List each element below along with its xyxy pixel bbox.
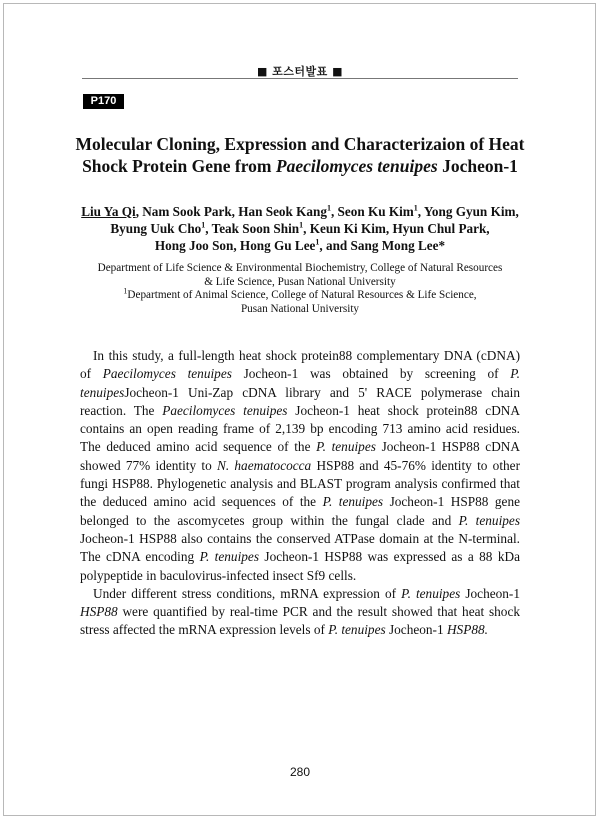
first-author: Liu Ya Qi: [81, 204, 136, 219]
abstract-text: Jocheon-1 was obtained by screening of: [231, 366, 511, 382]
author-text: , Nam Sook Park, Han Seok Kang: [135, 204, 327, 219]
abstract-text: In this study, a full-length heat shock protein88 complementary DNA (cDNA) of: [80, 348, 520, 382]
abstract-body: [80, 347, 520, 640]
italic-term: P. tenuipes: [322, 494, 384, 510]
section-header: ■ 포스터발표 ■: [256, 65, 344, 78]
affiliation-line: Pusan National University: [240, 302, 360, 315]
abstract-paragraph-2: [80, 585, 520, 640]
affiliation-mark: 1: [326, 203, 331, 213]
italic-term: P. tenuipes: [316, 439, 376, 455]
title-species-name: Paecilomyces tenuipes: [275, 156, 438, 176]
author-text: , and Sang Mong Lee*: [319, 238, 446, 253]
affiliation-line: Department of Life Science & Environmental Biochemistry, College of Natural Resources: [97, 262, 503, 274]
abstract-text: Jocheon-1 HSP88 gene belonged to the ascomycetes group within the fungal clade and: [80, 494, 520, 528]
abstract-text: Under different stress conditions, mRNA expression of: [93, 585, 402, 601]
abstract-text: Jocheon-1: [460, 585, 520, 601]
page-number: 280: [289, 765, 311, 779]
poster-code-badge: P170: [83, 94, 124, 109]
italic-term: HSP88.: [446, 622, 488, 638]
abstract-text: Jocheon-1 HSP88 was expressed as a 88 kDa polypeptide in baculovirus-infected insect Sf9 cells.: [80, 549, 520, 583]
affiliation-line: Department of Animal Science, College of Natural Resources & Life Science,: [127, 289, 477, 301]
abstract-text: Jocheon-1 HSP88 cDNA showed 77% identity to: [80, 439, 520, 473]
title-line-2-prefix: Shock Protein Gene from: [82, 156, 276, 176]
italic-term: P. tenuipes: [199, 549, 259, 565]
italic-term: HSP88: [80, 604, 118, 620]
affiliation-mark: 1: [315, 237, 320, 247]
author-text: Hong Joo Son, Hong Gu Lee: [154, 238, 316, 253]
affiliations: [60, 262, 540, 316]
abstract-text: HSP88 and 45-76% identity to other fungi HSP88. Phylogenetic analysis and BLAST program analysis confirmed that the deduced amino acid sequences of the: [80, 457, 520, 510]
author-text: , Teak Soon Shin: [205, 221, 300, 236]
abstract-text: Jocheon-1 Uni-Zap cDNA library and 5' RACE polymerase chain reaction. The: [80, 384, 520, 418]
paper-title: [60, 133, 540, 177]
author-text: , Keun Ki Kim, Hyun Chul Park,: [303, 221, 490, 236]
abstract-text: Jocheon-1 heat shock protein88 cDNA contains an open reading frame of 2,139 bp encoding 713 amino acid residues. The deduced amino acid sequence of the: [80, 402, 521, 455]
italic-term: Paecilomyces tenuipes: [102, 366, 232, 382]
author-text: , Yong Gyun Kim,: [417, 204, 519, 219]
affiliation-mark: 1: [201, 220, 206, 230]
title-line-1: Molecular Cloning, Expression and Characterizaion of Heat: [75, 134, 525, 154]
italic-term: P. tenuipes: [328, 622, 386, 638]
italic-term: P. tenuipes: [401, 585, 461, 601]
abstract-text: Jocheon-1 HSP88 also contains the conserved ATPase domain at the N-terminal. The cDNA encoding: [80, 530, 520, 565]
italic-term: P. tenuipes: [80, 366, 520, 400]
affiliation-mark: 1: [299, 220, 304, 230]
italic-term: N. haematococca: [216, 457, 312, 473]
abstract-paragraph-1: [80, 347, 520, 585]
abstract-text: Jocheon-1: [385, 622, 447, 638]
header-divider: [82, 78, 518, 79]
title-line-2-suffix: Jocheon-1: [437, 156, 518, 176]
author-text: Byung Uuk Cho: [110, 221, 202, 236]
affiliation-mark: 1: [123, 286, 128, 296]
italic-term: P. tenuipes: [458, 512, 520, 528]
affiliation-line: & Life Science, Pusan National University: [204, 275, 396, 288]
italic-term: Paecilomyces tenuipes: [162, 402, 288, 418]
abstract-text: were quantified by real-time PCR and the result showed that heat shock stress affected the mRNA expression levels of: [80, 604, 520, 638]
author-text: , Seon Ku Kim: [330, 204, 414, 219]
affiliation-mark: 1: [413, 203, 418, 213]
author-list: [60, 203, 540, 254]
